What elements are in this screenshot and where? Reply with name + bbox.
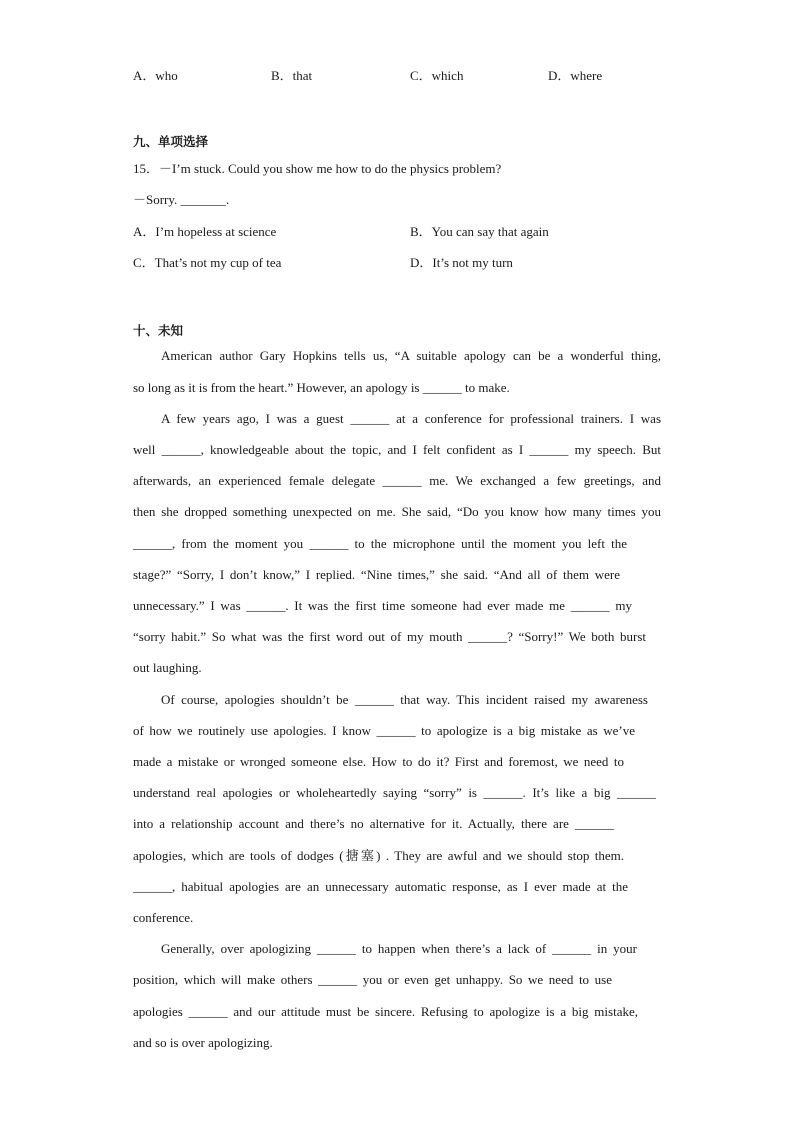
passage-line: “sorry habit.” So what was the first word out of my mouth ______? “Sorry!” We both burst [133,629,646,644]
section-9-title: 九、单项选择 [133,134,209,149]
q14-option-c: C．which [410,68,464,83]
passage-line: afterwards, an experienced female delegate ______ me. We exchanged a few greetings, and [133,473,661,488]
q15-question: 15．－I’m stuck. Could you show me how to do the physics problem? [133,161,502,176]
q15-option-b: B．You can say that again [410,224,549,239]
passage-line: position, which will make others ______ you or even get unhappy. So we need to use [133,972,612,987]
passage-line: apologies ______ and our attitude must be sincere. Refusing to apologize is a big mistake, [133,1004,638,1019]
passage-line: conference. [133,910,194,925]
passage-line: out laughing. [133,660,202,675]
passage-line: ______, from the moment you ______ to the microphone until the moment you left the [133,536,627,551]
passage-line: of how we routinely use apologies. I know ______ to apologize is a big mistake as we’ve [133,723,635,738]
passage-line: ______, habitual apologies are an unnecessary automatic response, as I ever made at the [133,879,628,894]
q15-option-c: C．That’s not my cup of tea [133,255,282,270]
q14-option-b: B．that [271,68,313,83]
q14-option-d: D．where [548,68,603,83]
passage-line: and so is over apologizing. [133,1035,273,1050]
passage-line: well ______, knowledgeable about the topic, and I felt confident as I ______ my speech. But [133,442,661,457]
passage-line: made a mistake or wronged someone else. How to do it? First and foremost, we need to [133,754,624,769]
q15-option-a: A．I’m hopeless at science [133,224,277,239]
q15-answer-line: －Sorry. _______. [133,192,230,207]
passage-line: stage?” “Sorry, I don’t know,” I replied. “Nine times,” she said. “And all of them were [133,567,620,582]
q14-option-a: A．who [133,68,178,83]
passage-line: Of course, apologies shouldn’t be ______ that way. This incident raised my awareness [161,692,648,707]
passage-line: Generally, over apologizing ______ to happen when there’s a lack of ______ in your [161,941,637,956]
passage-line: then she dropped something unexpected on me. She said, “Do you know how many times you [133,504,661,519]
passage-line: into a relationship account and there’s no alternative for it. Actually, there are ______ [133,816,614,831]
passage-line: A few years ago, I was a guest ______ at a conference for professional trainers. I was [161,411,661,426]
passage-line: apologies, which are tools of dodges (搪塞) . They are awful and we should stop them. [133,848,624,863]
passage-line: unnecessary.” I was ______. It was the first time someone had ever made me ______ my [133,598,632,613]
passage-line: American author Gary Hopkins tells us, “A suitable apology can be a wonderful thing, [161,348,661,363]
passage-line: understand real apologies or wholeheartedly saying “sorry” is ______. It’s like a big ______ [133,785,656,800]
passage-line: so long as it is from the heart.” However, an apology is ______ to make. [133,380,510,395]
section-10-title: 十、未知 [133,323,184,338]
q15-option-d: D．It’s not my turn [410,255,513,270]
